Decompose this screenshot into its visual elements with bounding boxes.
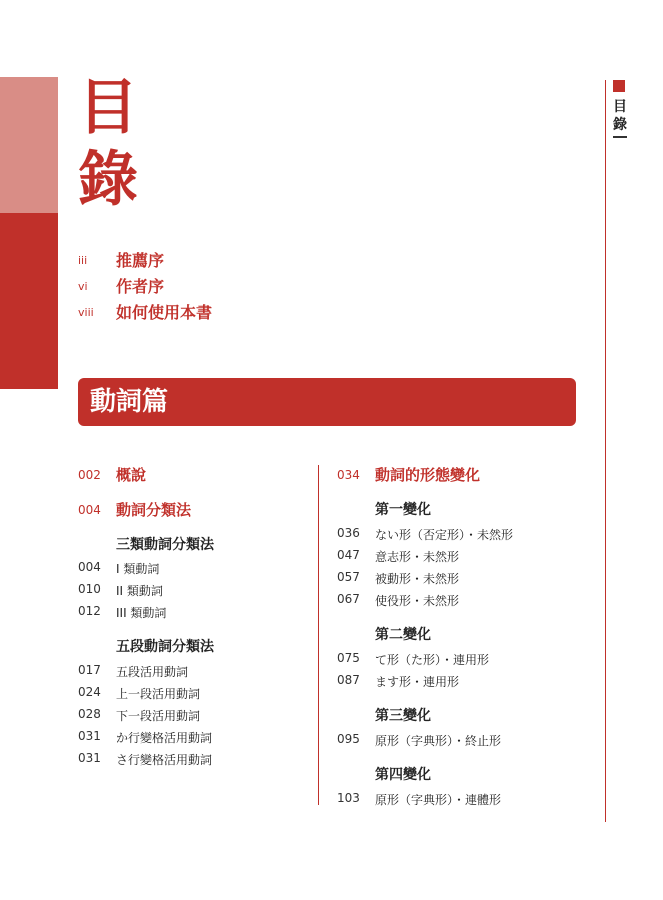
toc-page-number: 034 bbox=[337, 468, 360, 482]
toc-subheading: 三類動詞分類法 bbox=[116, 537, 214, 553]
front-matter-title[interactable]: 如何使用本書 bbox=[116, 303, 213, 322]
toc-page-number: 047 bbox=[337, 548, 360, 562]
toc-subheading: 五段動詞分類法 bbox=[116, 639, 214, 655]
front-matter-page: iii bbox=[78, 254, 88, 267]
toc-entry-title[interactable]: 動詞的形態變化 bbox=[375, 466, 481, 484]
toc-item[interactable]: て形（た形）・連用形 bbox=[375, 653, 490, 667]
front-matter-page: vi bbox=[78, 280, 88, 293]
tab-marker-dash bbox=[613, 136, 627, 138]
toc-item[interactable]: III 類動詞 bbox=[116, 606, 167, 620]
page-title-char-1: 目 bbox=[78, 73, 138, 143]
toc-page-number: 067 bbox=[337, 592, 360, 606]
toc-item[interactable]: I 類動詞 bbox=[116, 562, 160, 576]
toc-item[interactable]: 原形（字典形）・連體形 bbox=[375, 793, 502, 807]
toc-item[interactable]: II 類動詞 bbox=[116, 584, 163, 598]
toc-page-number: 057 bbox=[337, 570, 360, 584]
section-title: 動詞篇 bbox=[90, 387, 169, 417]
toc-page-number: 075 bbox=[337, 651, 360, 665]
toc-item[interactable]: 上一段活用動詞 bbox=[116, 687, 201, 701]
toc-page-number: 031 bbox=[78, 751, 101, 765]
page-title-char-2: 錄 bbox=[78, 145, 138, 215]
toc-page-number: 087 bbox=[337, 673, 360, 687]
toc-page-number: 012 bbox=[78, 604, 101, 618]
toc-subheading: 第二變化 bbox=[375, 627, 431, 643]
toc-item[interactable]: 意志形・未然形 bbox=[375, 550, 460, 564]
toc-page-number: 031 bbox=[78, 729, 101, 743]
toc-item[interactable]: ない形（否定形）・未然形 bbox=[375, 528, 514, 542]
front-matter-page: viii bbox=[78, 306, 94, 319]
column-divider bbox=[318, 465, 319, 805]
toc-entry-title[interactable]: 動詞分類法 bbox=[116, 501, 192, 519]
toc-page-number: 103 bbox=[337, 791, 360, 805]
toc-item[interactable]: か行變格活用動詞 bbox=[116, 731, 213, 745]
toc-entry-title[interactable]: 概說 bbox=[116, 466, 147, 484]
decorative-block-dark bbox=[0, 213, 58, 389]
toc-item[interactable]: ます形・連用形 bbox=[375, 675, 460, 689]
toc-page-number: 036 bbox=[337, 526, 360, 540]
toc-page-number: 010 bbox=[78, 582, 101, 596]
toc-item[interactable]: 原形（字典形）・終止形 bbox=[375, 734, 502, 748]
toc-subheading: 第四變化 bbox=[375, 767, 431, 783]
front-matter-title[interactable]: 作者序 bbox=[116, 277, 165, 296]
toc-item[interactable]: 被動形・未然形 bbox=[375, 572, 460, 586]
toc-page-number: 004 bbox=[78, 503, 101, 517]
toc-page-number: 024 bbox=[78, 685, 101, 699]
toc-item[interactable]: さ行變格活用動詞 bbox=[116, 753, 213, 767]
side-tab-label: 目錄 bbox=[613, 99, 627, 133]
section-banner bbox=[78, 378, 576, 426]
toc-page-number: 004 bbox=[78, 560, 101, 574]
right-margin-rule bbox=[605, 80, 606, 822]
toc-item[interactable]: 下一段活用動詞 bbox=[116, 709, 201, 723]
toc-item[interactable]: 使役形・未然形 bbox=[375, 594, 460, 608]
toc-page-number: 017 bbox=[78, 663, 101, 677]
toc-item[interactable]: 五段活用動詞 bbox=[116, 665, 189, 679]
toc-page-number: 095 bbox=[337, 732, 360, 746]
toc-page-number: 028 bbox=[78, 707, 101, 721]
toc-subheading: 第一變化 bbox=[375, 502, 431, 518]
toc-subheading: 第三變化 bbox=[375, 708, 431, 724]
toc-page-number: 002 bbox=[78, 468, 101, 482]
decorative-block-light bbox=[0, 77, 58, 213]
front-matter-title[interactable]: 推薦序 bbox=[116, 251, 165, 270]
tab-marker-square bbox=[613, 80, 625, 92]
